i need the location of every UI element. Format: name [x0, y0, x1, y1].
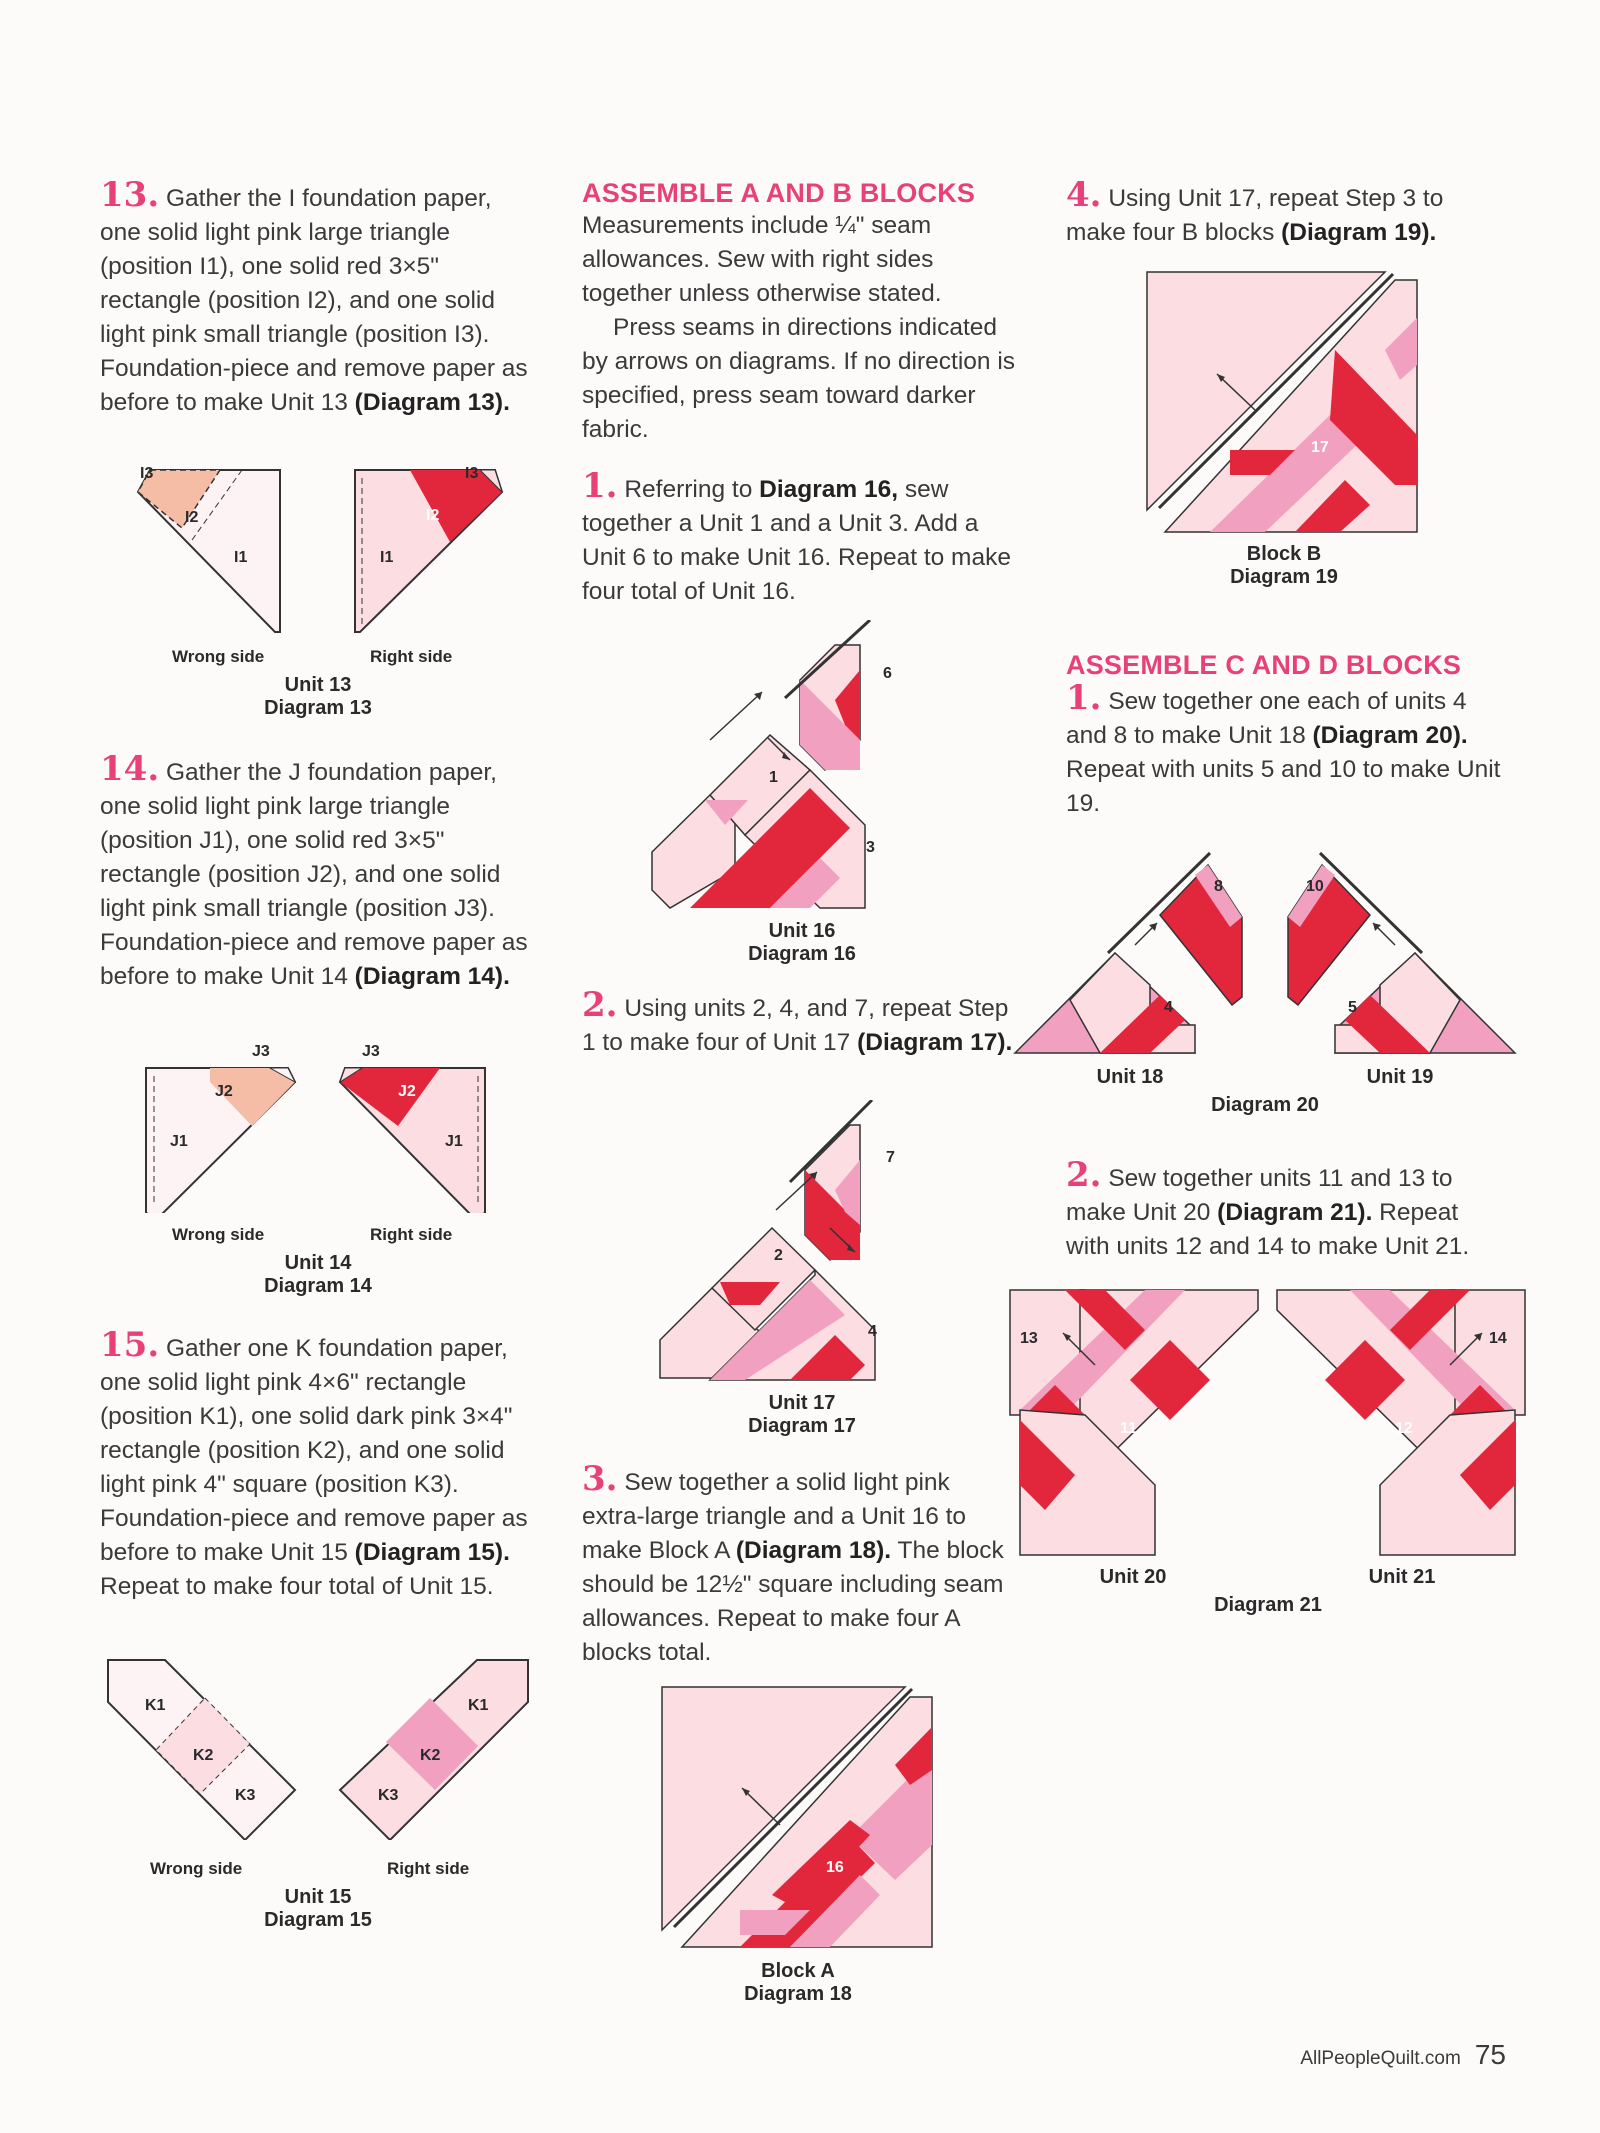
- caption-diagram-19: Block B Diagram 19: [1230, 543, 1338, 588]
- assemble-cd-wrap: [1066, 650, 1506, 821]
- step-ab-4: 4. Using Unit 17, repeat Step 3 to make four B blocks (Diagram 19).: [1066, 175, 1444, 246]
- label-d17-a: 7: [886, 1149, 895, 1166]
- step-13: 13. Gather the I foundation paper, one solid light pink large triangle (position I1), one solid red 3×5" rectangle (position I2), and one solid light pink small triangle (position I3). Foundation-piece and remove paper as before to make Unit 13 (Diagram 13).: [100, 175, 528, 416]
- diagram-21: [1005, 1285, 1535, 1560]
- unit-21: [1277, 1290, 1525, 1555]
- caption-diagram-21: Diagram 21: [1214, 1594, 1322, 1616]
- step-14-wrap: [100, 749, 530, 994]
- diagram-14: [130, 1038, 510, 1213]
- label-j1-right: J1: [445, 1133, 463, 1150]
- label-d16-b: 1: [769, 769, 778, 786]
- label-i2-right: I2: [426, 507, 440, 524]
- unit-15-right-side: [340, 1660, 528, 1840]
- unit-15-wrong-side: [108, 1660, 295, 1840]
- step-ab-3-wrap: [582, 1459, 1017, 1670]
- right-side-label-14: Right side: [370, 1225, 453, 1244]
- diagram-18: [660, 1685, 940, 1950]
- caption-unit-21: Unit 21: [1368, 1566, 1436, 1588]
- intro-2: Press seams in directions indicated by arrows on diagrams. If no direction is specified, press seam toward darker fabric.: [582, 314, 1016, 443]
- label-d20-d: 5: [1348, 999, 1357, 1016]
- label-d21-b: 11: [1120, 1420, 1137, 1437]
- label-d16-c: 3: [866, 839, 875, 856]
- heading-assemble-a-b: ASSEMBLE A AND B BLOCKS: [582, 178, 976, 208]
- label-i1-wrong: I1: [234, 549, 248, 566]
- caption-diagram-18: Block A Diagram 18: [744, 1960, 852, 2005]
- label-k3-right: K3: [378, 1787, 399, 1804]
- step-ab-2: 2. Using units 2, 4, and 7, repeat Step 1 to make four of Unit 17 (Diagram 17).: [582, 985, 1013, 1056]
- diagram-20: [1010, 825, 1520, 1060]
- caption-diagram-16: Unit 16 Diagram 16: [748, 920, 856, 965]
- label-d21-a: 13: [1020, 1330, 1038, 1347]
- label-d20-c: 10: [1306, 878, 1324, 895]
- step-cd-2-wrap: [1066, 1155, 1506, 1264]
- intro-1: Measurements include ¼" seam allowances. Sew with right sides together unless otherwise stated.: [582, 212, 942, 307]
- right-side-label-13: Right side: [370, 647, 453, 666]
- diagram-19: [1145, 270, 1425, 535]
- unit-14-wrong-side: [146, 1043, 295, 1213]
- label-d20-a: 8: [1214, 878, 1223, 895]
- label-j3-wrong: J3: [252, 1043, 270, 1060]
- label-d16-a: 6: [883, 665, 892, 682]
- caption-unit-18: Unit 18: [1096, 1066, 1164, 1088]
- label-j3-right: J3: [362, 1043, 380, 1060]
- label-k2-right: K2: [420, 1747, 441, 1764]
- unit-13-wrong-side: [138, 465, 280, 632]
- heading-assemble-c-d: ASSEMBLE C AND D BLOCKS: [1066, 650, 1462, 680]
- label-k2-wrong: K2: [193, 1747, 214, 1764]
- wrong-side-label-13: Wrong side: [172, 647, 265, 666]
- label-d20-b: 4: [1164, 999, 1173, 1016]
- label-d18-a: 16: [826, 1859, 844, 1876]
- column-3: [1066, 175, 1506, 250]
- label-d19-a: 17: [1311, 439, 1329, 456]
- caption-unit-20: Unit 20: [1099, 1566, 1167, 1588]
- step-15-wrap: [100, 1325, 530, 1604]
- label-k1-right: K1: [468, 1697, 489, 1714]
- label-j2-right: J2: [398, 1083, 416, 1100]
- diagram-15: [100, 1650, 540, 1840]
- step-cd-1: 1. Sew together one each of units 4 and 8 to make Unit 18 (Diagram 20). Repeat with units 5 and 10 to make Unit 19.: [1066, 678, 1501, 817]
- column-1: [100, 175, 530, 420]
- label-d21-d: 12: [1395, 1420, 1413, 1437]
- label-i3-wrong: I3: [140, 465, 154, 482]
- wrong-side-label-15: Wrong side: [150, 1859, 243, 1878]
- caption-diagram-20: Diagram 20: [1211, 1094, 1319, 1116]
- step-ab-1: 1. Referring to Diagram 16, sew together a Unit 1 and a Unit 3. Add a Unit 6 to make Unit 16. Repeat to make four total of Unit 16.: [582, 466, 1011, 605]
- unit-14-right-side: [340, 1043, 485, 1213]
- label-k3-wrong: K3: [235, 1787, 256, 1804]
- label-d17-c: 4: [868, 1323, 877, 1340]
- caption-diagram-14: Unit 14 Diagram 14: [264, 1252, 372, 1297]
- label-k1-wrong: K1: [145, 1697, 166, 1714]
- unit-19: [1288, 853, 1515, 1053]
- label-d17-b: 2: [774, 1247, 783, 1264]
- wrong-side-label-14: Wrong side: [172, 1225, 265, 1244]
- diagram-16: [650, 620, 950, 910]
- label-d21-c: 14: [1489, 1330, 1507, 1347]
- label-i2-wrong: I2: [185, 509, 199, 526]
- step-15: 15. Gather one K foundation paper, one solid light pink 4×6" rectangle (position K1), one solid dark pink 3×4" rectangle (position K2), and one solid light pink 4" square (position K3). Foundation-piece and remove paper as before to make Unit 15 (Diagram 15). Repeat to make four total of Unit 15.: [100, 1325, 528, 1600]
- column-2: [582, 178, 1017, 609]
- label-i3-right: I3: [465, 465, 479, 482]
- label-j2-wrong: J2: [215, 1083, 233, 1100]
- caption-diagram-13: Unit 13 Diagram 13: [264, 674, 372, 719]
- diagram-17: [650, 1100, 950, 1390]
- caption-diagram-17: Unit 17 Diagram 17: [748, 1392, 856, 1437]
- caption-diagram-15: Unit 15 Diagram 15: [264, 1886, 372, 1931]
- footer: [1300, 2039, 1506, 2071]
- unit-18: [1015, 853, 1242, 1053]
- label-i1-right: I1: [380, 549, 394, 566]
- step-ab-3: 3. Sew together a solid light pink extra-large triangle and a Unit 16 to make Block A (Diagram 18). The block should be 12½" square including seam allowances. Repeat to make four A blocks total.: [582, 1459, 1004, 1666]
- site-name: AllPeopleQuilt.com: [1300, 2048, 1461, 2069]
- label-j1-wrong: J1: [170, 1133, 188, 1150]
- step-cd-2: 2. Sew together units 11 and 13 to make Unit 20 (Diagram 21). Repeat with units 12 and 14 to make Unit 21.: [1066, 1155, 1470, 1260]
- step-ab-2-wrap: [582, 985, 1017, 1060]
- step-14: 14. Gather the J foundation paper, one solid light pink large triangle (position J1), one solid red 3×5" rectangle (position J2), and one solid light pink small triangle (position J3). Foundation-piece and remove paper as before to make Unit 14 (Diagram 14).: [100, 749, 528, 990]
- page-number: 75: [1474, 2039, 1506, 2070]
- right-side-label-15: Right side: [387, 1859, 470, 1878]
- caption-unit-19: Unit 19: [1366, 1066, 1434, 1088]
- unit-13-right-side: [355, 465, 502, 632]
- diagram-13: [130, 460, 510, 640]
- unit-20: [1010, 1290, 1258, 1555]
